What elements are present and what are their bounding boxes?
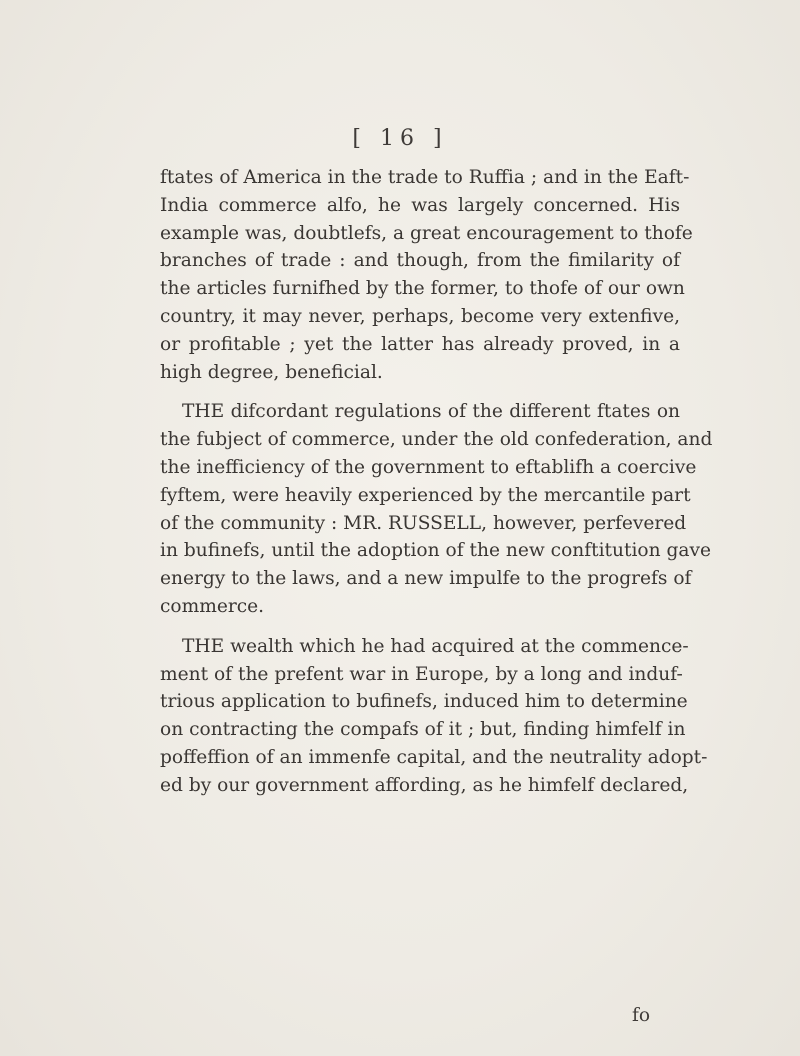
text-line: fyftem, were heavily experienced by the mercantile part	[160, 484, 691, 506]
text-line: THE wealth which he had acquired at the commence-	[182, 635, 689, 657]
page-number: [ 16 ]	[352, 126, 448, 151]
text-line: branches of trade : and though, from the fimilarity of	[160, 250, 680, 272]
text-line: the fubject of commerce, under the old confederation, and	[160, 429, 713, 451]
text-line: in bufinefs, until the adoption of the new conftitution gave	[160, 540, 711, 562]
text-line: example was, doubtlefs, a great encouragement to thofe	[160, 222, 693, 244]
text-line: high degree, beneficial.	[160, 361, 383, 383]
text-line: the inefficiency of the government to eftablifh a coercive	[160, 456, 697, 478]
text-line: the articles furnifhed by the former, to thofe of our own	[160, 278, 685, 300]
text-line: ed by our government affording, as he himfelf declared,	[160, 774, 689, 796]
text-line: of the community : MR. RUSSELL, however, perfevered	[160, 512, 687, 534]
paragraph-gap	[160, 386, 680, 398]
catchword: fo	[632, 1005, 651, 1026]
paragraph-gap	[160, 621, 680, 633]
text-line: energy to the laws, and a new impulfe to the progrefs of	[160, 568, 692, 590]
text-line: on contracting the compafs of it ; but, finding himfelf in	[160, 719, 686, 741]
text-line: India commerce alfo, he was largely concerned. His	[160, 194, 680, 216]
body-text	[160, 164, 713, 800]
text-line: ment of the prefent war in Europe, by a long and induf-	[160, 663, 683, 685]
text-line: trious application to bufinefs, induced him to determine	[160, 691, 688, 713]
text-line: country, it may never, perhaps, become very extenfive,	[160, 305, 680, 327]
text-line: ftates of America in the trade to Ruffia ; and in the Eaft-	[160, 167, 690, 188]
text-line: commerce.	[160, 595, 265, 617]
text-line: or profitable ; yet the latter has already proved, in a	[160, 333, 680, 355]
text-line: THE difcordant regulations of the different ftates on	[182, 401, 680, 423]
text-line: poffeffion of an immenfe capital, and the neutrality adopt-	[160, 746, 708, 768]
